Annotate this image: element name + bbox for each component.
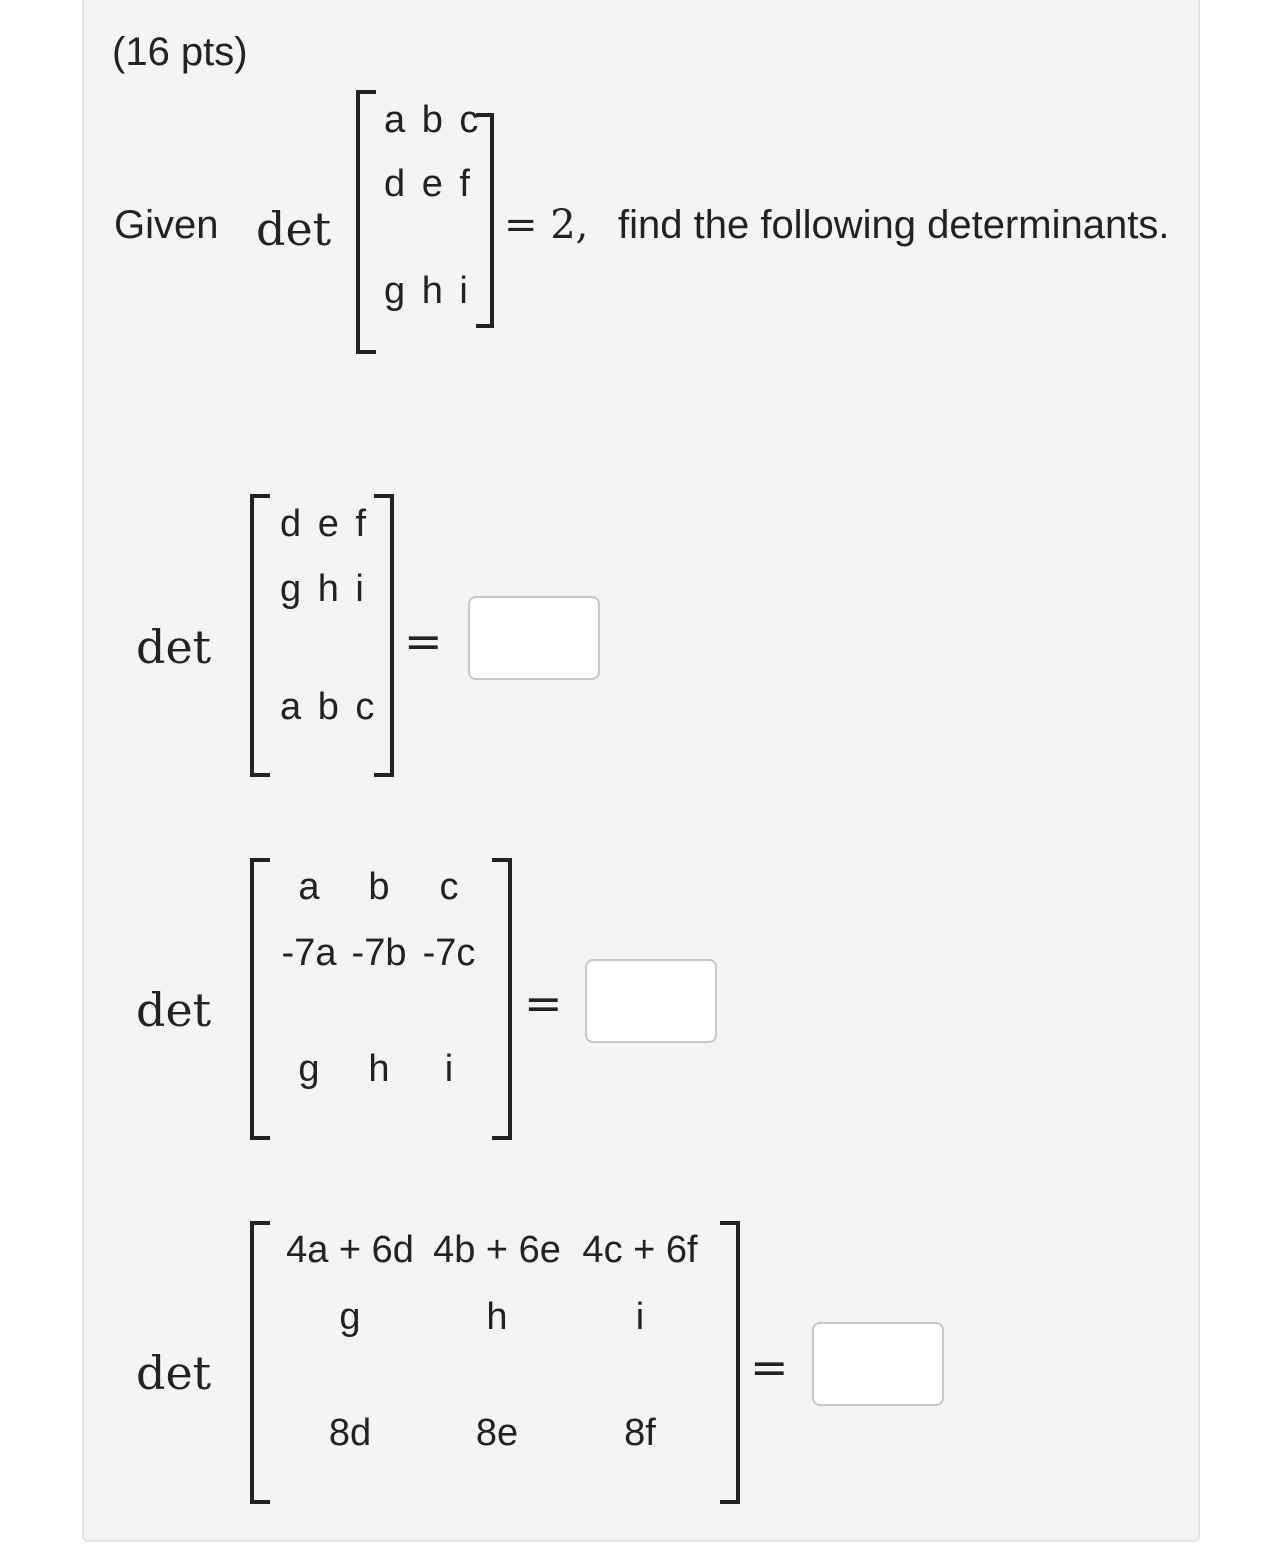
p3-cell-i: i [635, 1296, 645, 1338]
p2-cell-a: a [298, 866, 320, 908]
points-label: (16 pts) [112, 30, 248, 74]
p3-det: det [136, 1346, 212, 1400]
p1-answer-input[interactable] [468, 596, 600, 680]
p1-left-bracket [252, 496, 268, 775]
p3-cell-8f: 8f [624, 1412, 656, 1454]
p1-row-3: a b c [280, 686, 378, 728]
p3-answer-input[interactable] [812, 1322, 944, 1406]
p3-cell-4a6d: 4a + 6d [286, 1229, 414, 1271]
p2-det: det [136, 983, 212, 1037]
given-det: det [256, 202, 332, 256]
p2-cell-h: h [368, 1048, 390, 1090]
given-row-2: d e f [384, 163, 473, 205]
p3-cell-8d: 8d [328, 1412, 372, 1454]
p3-cell-4c6f: 4c + 6f [582, 1229, 698, 1271]
p3-equals: = [750, 1340, 789, 1394]
p2-cell-neg7c: -7c [422, 932, 476, 974]
p3-cell-h: h [486, 1296, 508, 1338]
p2-right-bracket [494, 860, 510, 1138]
given-row-1: a b c [384, 99, 482, 141]
p3-cell-8e: 8e [475, 1412, 519, 1454]
p2-cell-g: g [298, 1048, 320, 1090]
p2-equals: = [524, 976, 563, 1030]
p2-cell-neg7b: -7b [351, 932, 407, 974]
p3-left-bracket [252, 1223, 268, 1502]
p2-cell-b: b [368, 866, 390, 908]
given-equals-value: = 2, [504, 202, 589, 248]
p1-right-bracket [376, 496, 392, 775]
p2-cell-neg7a: -7a [281, 932, 337, 974]
p1-det: det [136, 620, 212, 674]
given-right-bracket [478, 115, 492, 326]
p2-cell-i: i [444, 1048, 454, 1090]
p3-cell-4b6e: 4b + 6e [433, 1229, 561, 1271]
p1-row-2: g h i [280, 568, 367, 610]
p1-row-1: d e f [280, 503, 369, 545]
p1-equals: = [404, 614, 443, 668]
p3-right-bracket [722, 1223, 738, 1502]
p2-left-bracket [252, 860, 268, 1138]
p3-cell-g: g [339, 1296, 361, 1338]
given-row-3: g h i [384, 270, 471, 312]
p2-cell-c: c [439, 866, 459, 908]
given-suffix: find the following determinants. [618, 203, 1170, 247]
given-label: Given [114, 203, 219, 247]
given-left-bracket [358, 92, 374, 352]
p2-answer-input[interactable] [585, 959, 717, 1043]
